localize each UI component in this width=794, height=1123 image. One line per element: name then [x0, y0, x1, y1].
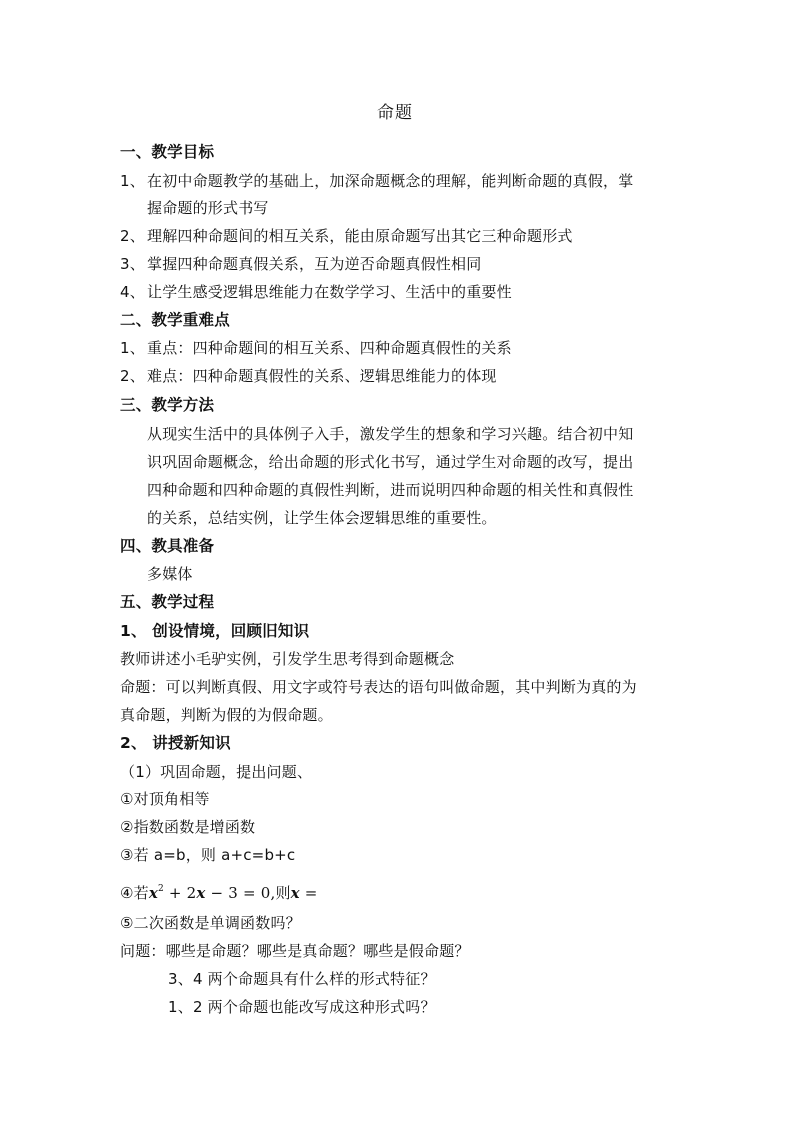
example-1: ①对顶角相等 — [120, 790, 210, 808]
goal-1-number: 1、 — [120, 172, 145, 190]
section-heading-goals: 一、教学目标 — [120, 143, 215, 161]
goal-3-number: 3、 — [120, 255, 145, 273]
equation-term: + 2 — [163, 884, 197, 902]
goal-4-text: 让学生感受逻辑思维能力在数学学习、生活中的重要性 — [147, 283, 512, 301]
section-heading-key-points: 二、教学重难点 — [120, 311, 230, 329]
key-point-1-text: 重点：四种命题间的相互关系、四种命题真假性的关系 — [147, 339, 512, 357]
goal-1-text: 在初中命题教学的基础上，加深命题概念的理解，能判断命题的真假，掌 — [147, 172, 634, 190]
example-2: ②指数函数是增函数 — [120, 818, 256, 836]
method-line-2: 识巩固命题概念，给出命题的形式化书写，通过学生对命题的改写，提出 — [147, 453, 634, 471]
goal-4-number: 4、 — [120, 283, 145, 301]
example-5: ⑤二次函数是单调函数吗？ — [120, 914, 301, 932]
example-4-prefix: ④若 — [120, 884, 149, 902]
step-2-heading: 2、 讲授新知识 — [120, 734, 231, 752]
equation-equals: = — [299, 884, 318, 902]
section-heading-process: 五、教学过程 — [120, 593, 215, 611]
example-4-then: 则 — [275, 884, 291, 902]
example-4 — [120, 878, 318, 904]
tools-text: 多媒体 — [147, 565, 193, 583]
step-1-line-1: 教师讲述小毛驴实例，引发学生思考得到命题概念 — [120, 650, 455, 668]
equation-var-x-3: x — [290, 884, 300, 902]
equation-exponent: 2 — [158, 884, 164, 894]
step-1-line-2: 命题：可以判断真假、用文字或符号表达的语句叫做命题，其中判断为真的为 — [120, 678, 637, 696]
equation-var-x: x — [148, 884, 159, 902]
goal-1-text-cont: 握命题的形式书写 — [147, 199, 269, 217]
key-point-2-text: 难点：四种命题真假性的关系、逻辑思维能力的体现 — [147, 367, 497, 385]
step-1-line-3: 真命题，判断为假的为假命题。 — [120, 706, 333, 724]
step-2-subheading: （1）巩固命题，提出问题、 — [120, 763, 313, 781]
goal-2-text: 理解四种命题间的相互关系，能由原命题写出其它三种命题形式 — [147, 227, 573, 245]
method-line-4: 的关系，总结实例，让学生体会逻辑思维的重要性。 — [147, 509, 497, 527]
question-2: 3、4 两个命题具有什么样的形式特征？ — [168, 970, 436, 988]
key-point-1-number: 1、 — [120, 339, 145, 357]
section-heading-method: 三、教学方法 — [120, 396, 215, 414]
section-heading-tools: 四、教具准备 — [120, 537, 215, 555]
goal-3-text: 掌握四种命题真假关系，互为逆否命题真假性相同 — [147, 255, 482, 273]
step-1-heading: 1、 创设情境，回顾旧知识 — [120, 622, 310, 640]
question-3: 1、2 两个命题也能改写成这种形式吗？ — [168, 998, 436, 1016]
example-4-equation — [149, 884, 276, 902]
key-point-2-number: 2、 — [120, 367, 145, 385]
method-line-3: 四种命题和四种命题的真假性判断，进而说明四种命题的相关性和真假性 — [147, 481, 634, 499]
question-1: 问题：哪些是命题？哪些是真命题？哪些是假命题？ — [120, 942, 470, 960]
page-title: 命题 — [377, 103, 413, 123]
equation-var-x-2: x — [196, 884, 206, 902]
method-line-1: 从现实生活中的具体例子入手，激发学生的想象和学习兴趣。结合初中知 — [147, 425, 634, 443]
example-4-result — [291, 884, 318, 902]
equation-tail: − 3 = 0, — [205, 884, 276, 902]
goal-2-number: 2、 — [120, 227, 145, 245]
example-3: ③若 a=b，则 a+c=b+c — [120, 846, 296, 864]
